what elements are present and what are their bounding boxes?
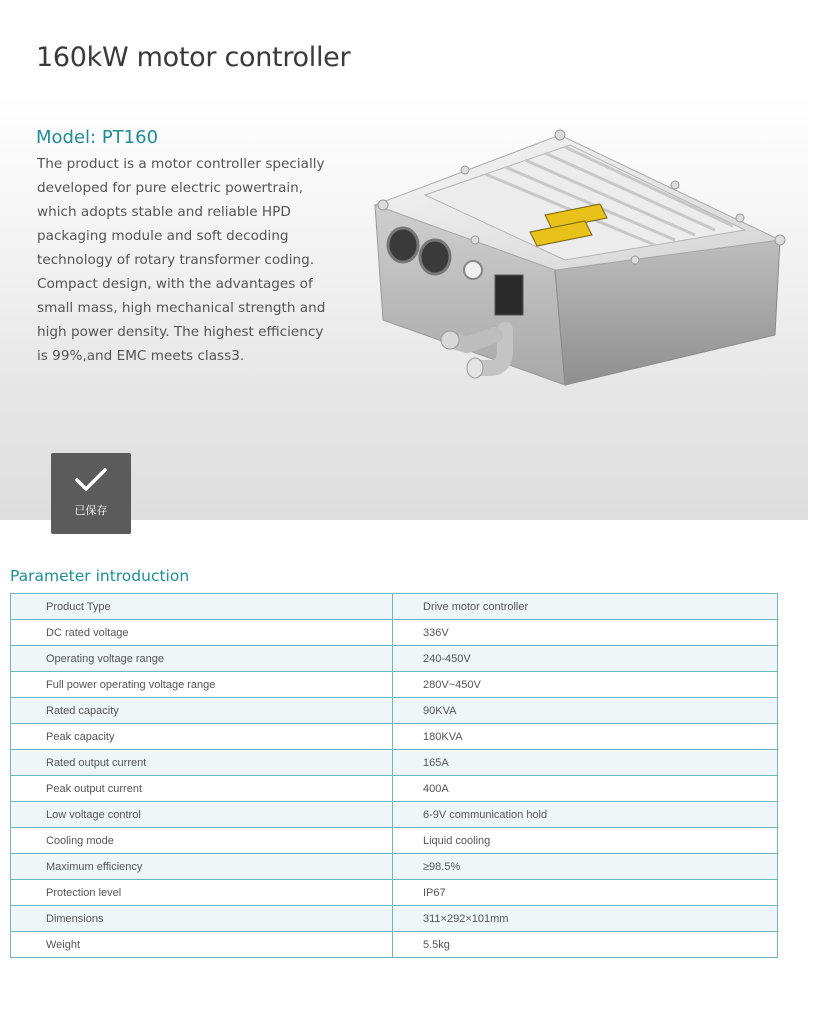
model-label: Model: PT160 xyxy=(36,127,159,148)
table-row xyxy=(11,646,778,672)
param-name: Protection level xyxy=(11,880,393,906)
table-row xyxy=(11,620,778,646)
param-value: 400A xyxy=(393,776,778,802)
param-value: 5.5kg xyxy=(393,932,778,958)
table-row xyxy=(11,854,778,880)
checkmark-icon xyxy=(74,466,108,494)
param-value: 6-9V communication hold xyxy=(393,802,778,828)
param-value: Drive motor controller xyxy=(393,594,778,620)
param-name: Rated capacity xyxy=(11,698,393,724)
param-name: DC rated voltage xyxy=(11,620,393,646)
table-row xyxy=(11,802,778,828)
saved-badge[interactable] xyxy=(51,453,131,534)
param-name: Full power operating voltage range xyxy=(11,672,393,698)
param-value: 336V xyxy=(393,620,778,646)
param-name: Low voltage control xyxy=(11,802,393,828)
param-value: 90KVA xyxy=(393,698,778,724)
param-name: Rated output current xyxy=(11,750,393,776)
param-value: 240-450V xyxy=(393,646,778,672)
section-title: Parameter introduction xyxy=(10,567,190,585)
param-value: Liquid cooling xyxy=(393,828,778,854)
table-row xyxy=(11,776,778,802)
param-value: 165A xyxy=(393,750,778,776)
param-name: Dimensions xyxy=(11,906,393,932)
param-value: 280V~450V xyxy=(393,672,778,698)
param-name: Product Type xyxy=(11,594,393,620)
table-row xyxy=(11,724,778,750)
param-value: 180KVA xyxy=(393,724,778,750)
table-row xyxy=(11,828,778,854)
param-name: Operating voltage range xyxy=(11,646,393,672)
product-description: The product is a motor controller specially developed for pure electric powertrain, which adopts stable and reliable HPD packaging module and soft decoding technology of rotary transformer coding. Compact design, with the advantages of small mass, high mechanical strength and high power density. The highest efficiency is 99%,and EMC meets class3. xyxy=(37,156,326,364)
parameter-table xyxy=(10,593,778,958)
saved-label: 已保存 xyxy=(74,503,108,517)
motor-controller-image xyxy=(355,100,795,430)
param-name: Weight xyxy=(11,932,393,958)
param-value: IP67 xyxy=(393,880,778,906)
param-name: Peak output current xyxy=(11,776,393,802)
table-row xyxy=(11,672,778,698)
param-name: Maximum efficiency xyxy=(11,854,393,880)
table-row xyxy=(11,932,778,958)
page-title: 160kW motor controller xyxy=(36,42,351,73)
param-name: Peak capacity xyxy=(11,724,393,750)
param-value: 311×292×101mm xyxy=(393,906,778,932)
table-row xyxy=(11,750,778,776)
table-row xyxy=(11,594,778,620)
table-row xyxy=(11,906,778,932)
param-value: ≥98.5% xyxy=(393,854,778,880)
table-row xyxy=(11,698,778,724)
table-row xyxy=(11,880,778,906)
param-name: Cooling mode xyxy=(11,828,393,854)
